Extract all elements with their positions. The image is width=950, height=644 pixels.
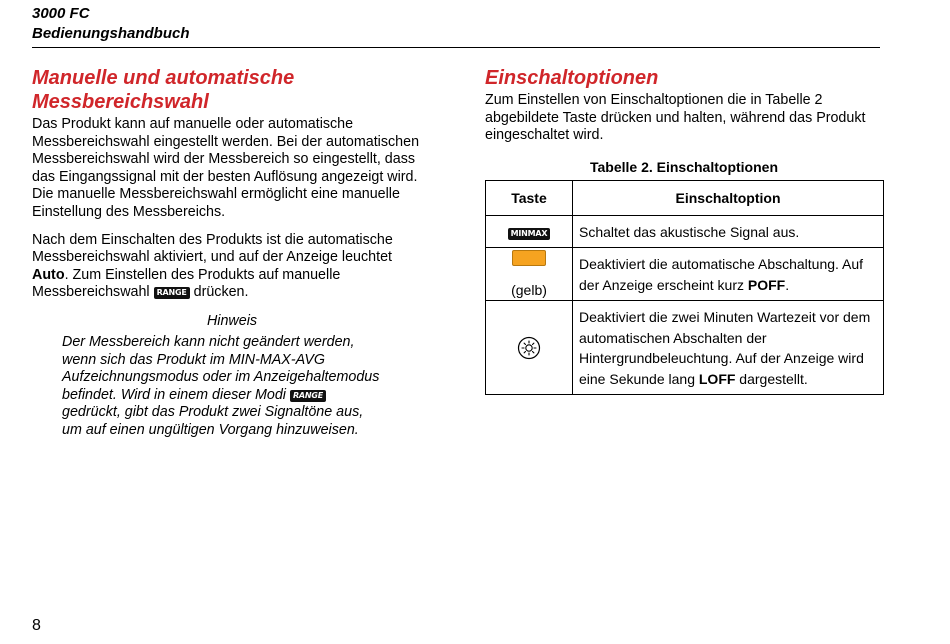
backlight-sun-icon: [517, 336, 541, 360]
note-title: Hinweis: [206, 312, 258, 329]
table-header-row: [486, 180, 884, 215]
option-text-a: Deaktiviert die zwei Minuten Wartezeit vor dem automatischen Abschalten der Hintergrundbeleuchtung. Auf der Anzeige wird eine Sekunde lang: [579, 309, 871, 387]
para2-text-a: Nach dem Einschalten des Produkts ist die automatische Messbereichswahl aktiviert, und auf der Anzeige leuchtet: [32, 231, 393, 266]
column-header-option: Einschaltoption: [573, 180, 884, 215]
option-cell: [573, 215, 884, 248]
table-title: Tabelle 2. Einschaltoptionen: [590, 158, 778, 175]
header-divider: [32, 47, 880, 48]
key-cell: [486, 215, 573, 248]
para2-text-c: drücken.: [189, 284, 249, 301]
key-cell: [486, 301, 573, 395]
option-text: [579, 301, 877, 394]
manual-title: Bedienungshandbuch: [32, 25, 190, 42]
range-key-icon: RANGE: [290, 390, 326, 402]
key-cell: [486, 248, 573, 301]
page-number: 8: [32, 617, 41, 634]
para2-text-b: . Zum Einstellen des Produkts auf manuelle Messbereichswahl: [32, 266, 341, 301]
power-on-options-table: [485, 180, 884, 396]
yellow-key-icon: [512, 250, 546, 266]
section-heading-power-on: Einschaltoptionen: [485, 67, 659, 89]
option-text-b: .: [785, 276, 790, 293]
minmax-key-icon: MINMAX: [508, 228, 551, 240]
left-column: [32, 66, 432, 440]
option-text-a: Deaktiviert die automatische Abschaltung. Auf der Anzeige erscheint kurz: [579, 256, 864, 293]
loff-label: LOFF: [698, 370, 736, 387]
table-row: [486, 301, 884, 395]
range-key-icon: RANGE: [154, 287, 190, 299]
option-cell: [573, 301, 884, 395]
option-text-b: dargestellt.: [735, 370, 808, 387]
note-text: [62, 334, 382, 440]
range-paragraph-1: Das Produkt kann auf manuelle oder automatische Messbereichswahl eingestellt werden. Bei der automatischen Messbereichswahl wird der Messbereich so eingestellt, dass das Eingangssignal mit der besten Auflösung angezeigt wird. Die manuelle Messbereichswahl ermöglicht eine manuelle Einstellung des Messbereichs.: [32, 116, 420, 220]
note-text-b: gedrückt, gibt das Produkt zwei Signaltöne aus, um auf einen ungültigen Vorgang hinzuweisen.: [62, 404, 364, 438]
auto-label: Auto: [32, 266, 65, 283]
table-row: [486, 248, 884, 301]
option-text-a: Schaltet das akustische Signal aus.: [579, 223, 800, 240]
section-heading-range: Manuelle und automatische Messbereichswahl: [32, 67, 295, 113]
right-column: [485, 66, 885, 395]
range-paragraph-2: [32, 232, 432, 302]
poff-label: POFF: [747, 276, 786, 293]
note-text-a: Der Messbereich kann nicht geändert werden, wenn sich das Produkt im MIN-MAX-AVG Aufzeichnungsmodus oder im Anzeigehaltemodus befindet. Wird in einem dieser Modi: [62, 333, 380, 403]
option-text: [579, 216, 877, 248]
yellow-key-label: (gelb): [511, 282, 547, 299]
column-header-key: Taste: [486, 180, 573, 215]
option-text: [579, 248, 877, 300]
option-cell: [573, 248, 884, 301]
table-row: [486, 215, 884, 248]
product-name: 3000 FC: [32, 5, 90, 22]
power-on-intro: Zum Einstellen von Einschaltoptionen die in Tabelle 2 abgebildete Taste drücken und halten, während das Produkt eingeschaltet wird.: [485, 92, 866, 144]
page-header: [32, 4, 880, 44]
